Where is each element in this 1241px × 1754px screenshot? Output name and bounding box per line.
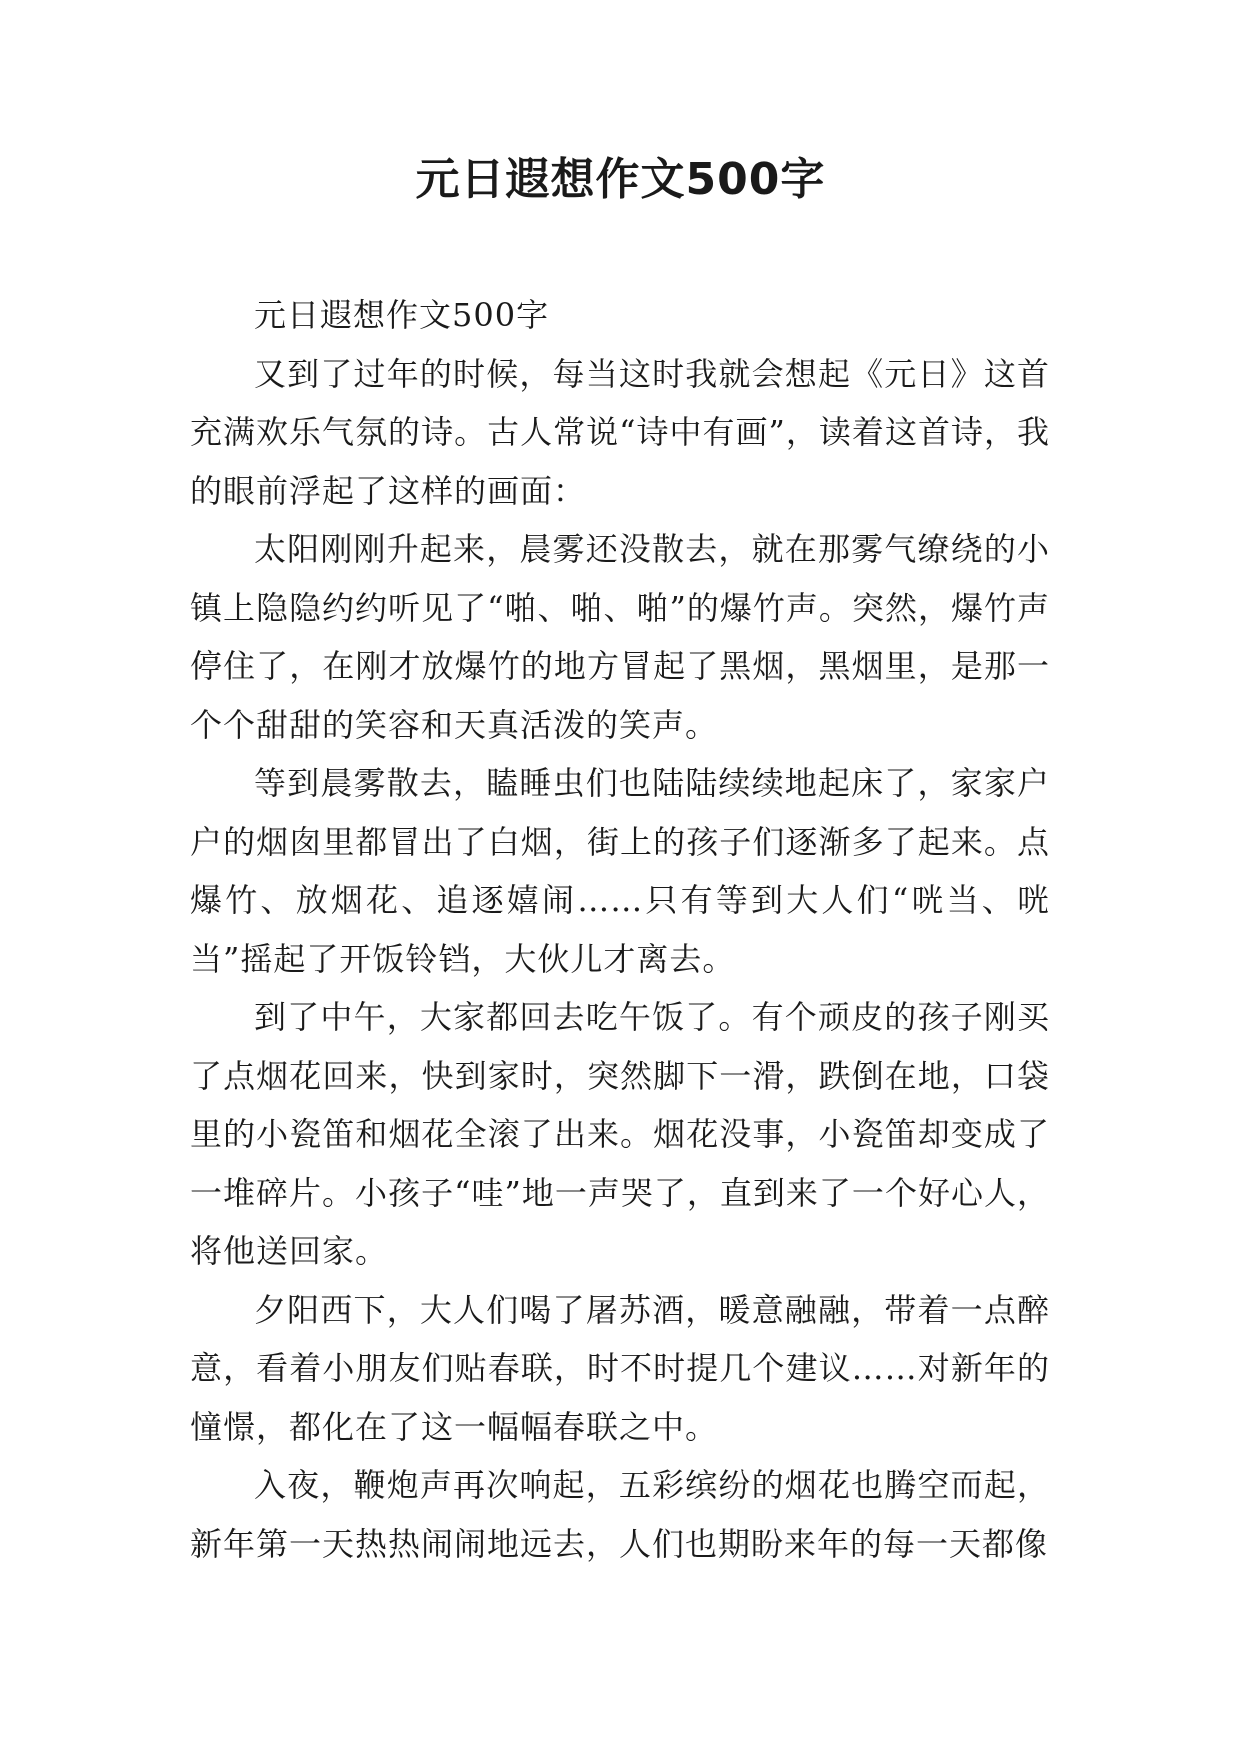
paragraph-subtitle: 元日遐想作文500字: [254, 296, 550, 334]
document-title: 元日遐想作文500字: [415, 154, 826, 205]
paragraph: 入夜，鞭炮声再次响起，五彩缤纷的烟花也腾空而起，新年第一天热热闹闹地远去，人们也期盼来年的每一天都像: [190, 1466, 1050, 1563]
document-body: [190, 286, 1050, 1573]
paragraph: 夕阳西下，大人们喝了屠苏酒，暖意融融，带着一点醉意，看着小朋友们贴春联，时不时提几个建议……对新年的憧憬，都化在了这一幅幅春联之中。: [190, 1290, 1050, 1446]
paragraph: 太阳刚刚升起来，晨雾还没散去，就在那雾气缭绕的小镇上隐隐约约听见了“啪、啪、啪”的爆竹声。突然，爆竹声停住了，在刚才放爆竹的地方冒起了黑烟，黑烟里，是那一个个甜甜的笑容和天真活泼的笑声。: [190, 530, 1050, 744]
paragraph: 等到晨雾散去，瞌睡虫们也陆陆续续地起床了，家家户户的烟囱里都冒出了白烟，街上的孩子们逐渐多了起来。点爆竹、放烟花、追逐嬉闹……只有等到大人们“咣当、咣当”摇起了开饭铃铛，大伙儿才离去。: [190, 764, 1050, 978]
paragraph: 又到了过年的时候，每当这时我就会想起《元日》这首充满欢乐气氛的诗。古人常说“诗中有画”，读着这首诗，我的眼前浮起了这样的画面：: [190, 354, 1050, 510]
paragraph: 到了中午，大家都回去吃午饭了。有个顽皮的孩子刚买了点烟花回来，快到家时，突然脚下一滑，跌倒在地，口袋里的小瓷笛和烟花全滚了出来。烟花没事，小瓷笛却变成了一堆碎片。小孩子“哇”地一声哭了，直到来了一个好心人，将他送回家。: [190, 998, 1050, 1270]
